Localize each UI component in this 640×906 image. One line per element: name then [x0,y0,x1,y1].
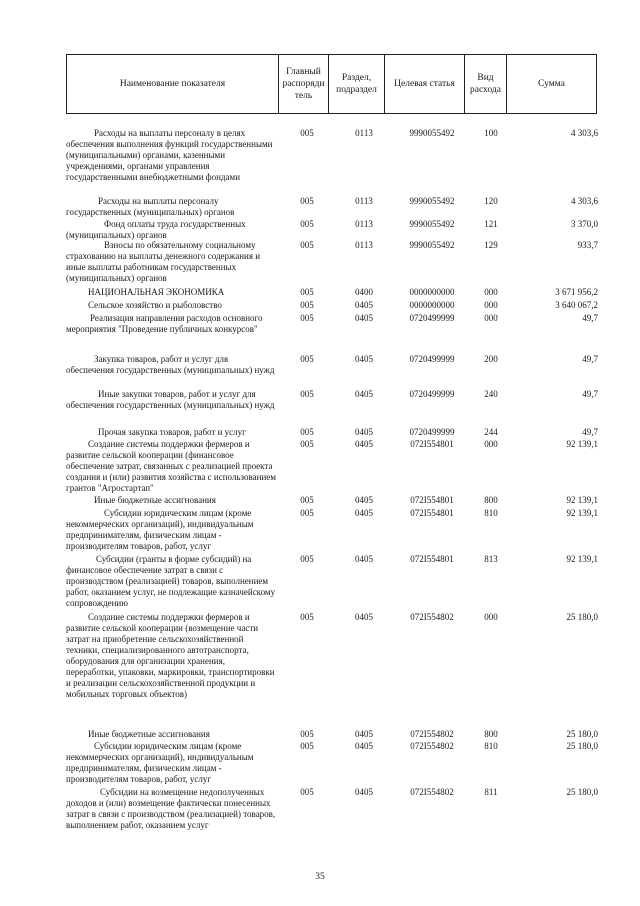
row-statya: 0720499999 [409,313,455,323]
row-vid: 810 [484,741,498,751]
row-summa: 49,7 [582,427,598,437]
row-statya: 9990055492 [409,196,455,206]
row-statya: 072I554802 [410,612,454,622]
row-glav: 005 [300,313,314,323]
row-razdel: 0405 [355,354,373,364]
row-vid: 000 [484,439,498,449]
header-vid: Вид расхода [465,55,507,114]
row-name: Субсидии юридическим лицам (кроме некоммерческих организаций), индивидуальным предпринимателям, физическим лицам - производителям товаров, работ, услуг [66,508,254,551]
row-razdel: 0405 [355,300,373,310]
row-glav: 005 [300,389,314,399]
row-vid: 000 [484,300,498,310]
row-name: Субсидии (гранты в форме субсидий) на финансовое обеспечение затрат в связи с производством (реализацией) товаров, выполнением работ, оказанием услуг, не подлежащие казначейскому сопровождению [66,554,276,608]
row-summa: 92 139,1 [566,495,598,505]
row-statya: 9990055492 [409,219,455,229]
row-razdel: 0405 [355,427,373,437]
row-razdel: 0113 [355,128,373,138]
row-glav: 005 [300,300,314,310]
row-vid: 810 [484,508,498,518]
row-glav: 005 [300,729,314,739]
row-statya: 9990055492 [409,128,455,138]
row-name: Реализация направления расходов основного мероприятия "Проведение публичных конкурсов" [66,313,263,334]
row-razdel: 0405 [355,612,373,622]
row-vid: 000 [484,313,498,323]
row-razdel: 0405 [355,508,373,518]
row-statya: 072I554801 [410,554,454,564]
header-statya: Целевая статья [385,55,465,114]
row-statya: 072I554802 [410,787,454,797]
row-glav: 005 [300,287,314,297]
row-statya: 0720499999 [409,427,455,437]
row-summa: 92 139,1 [566,508,598,518]
row-glav: 005 [300,741,314,751]
row-summa: 49,7 [582,354,598,364]
row-name: Сельское хозяйство и рыболовство [88,300,222,310]
header-glav: Главный распоряди тель [279,55,329,114]
row-name: Создание системы поддержки фермеров и развитие сельской кооперации (финансовое обеспечение затрат, связанных с реализацией проекта создания и (или) развития хозяйства с использованием грантов "Агростартап" [66,439,276,493]
row-glav: 005 [300,427,314,437]
row-name: НАЦИОНАЛЬНАЯ ЭКОНОМИКА [88,287,225,297]
row-summa: 3 640 067,2 [555,300,598,310]
row-vid: 129 [484,240,498,250]
row-summa: 92 139,1 [566,439,598,449]
row-summa: 25 180,0 [566,729,598,739]
row-statya: 0000000000 [409,300,455,310]
row-statya: 072I554802 [410,741,454,751]
row-vid: 000 [484,287,498,297]
row-glav: 005 [300,354,314,364]
row-name: Иные бюджетные ассигнования [94,495,216,505]
row-name: Создание системы поддержки фермеров и развитие сельской кооперации (возмещение части затрат на приобретение сельскохозяйственной техники, специализированного автотранспорта, оборудования для организации хранения, переработки, упаковки, маркировки, транспортировки и реализации сельскохозяйственной продукции и мобильных торговых объектов) [66,612,275,699]
row-summa: 3 671 956,2 [555,287,598,297]
row-summa: 25 180,0 [566,787,598,797]
row-summa: 933,7 [577,240,598,250]
row-vid: 240 [484,389,498,399]
row-vid: 800 [484,729,498,739]
row-vid: 813 [484,554,498,564]
row-vid: 200 [484,354,498,364]
row-summa: 49,7 [582,389,598,399]
page-number: 35 [315,872,325,882]
row-vid: 244 [484,427,498,437]
row-name: Расходы на выплаты персоналу государственных (муниципальных) органов [66,196,235,217]
row-glav: 005 [300,196,314,206]
row-vid: 100 [484,128,498,138]
row-summa: 4 303,6 [571,196,598,206]
row-name: Субсидии на возмещение недополученных доходов и (или) возмещение фактически понесенных затрат в связи с производством (реализацией) товаров, выполнением работ, оказанием услуг [66,787,276,830]
row-razdel: 0400 [355,287,373,297]
row-razdel: 0405 [355,741,373,751]
row-statya: 072I554802 [410,729,454,739]
row-summa: 3 370,0 [571,219,598,229]
row-name: Иные бюджетные ассигнования [88,729,210,739]
row-razdel: 0113 [355,240,373,250]
row-statya: 072I554801 [410,508,454,518]
row-statya: 0720499999 [409,389,455,399]
row-name: Иные закупки товаров, работ и услуг для обеспечения государственных (муниципальных) нужд [66,389,275,410]
row-glav: 005 [300,554,314,564]
row-summa: 4 303,6 [571,128,598,138]
row-glav: 005 [300,128,314,138]
table-header [66,54,597,114]
header-summa: Сумма [507,55,597,114]
row-summa: 25 180,0 [566,741,598,751]
row-razdel: 0113 [355,219,373,229]
row-vid: 000 [484,612,498,622]
row-name: Взносы по обязательному социальному страхованию на выплаты денежного содержания и иные выплаты работникам государственных (муниципальных) органов [66,240,261,283]
row-razdel: 0405 [355,554,373,564]
row-glav: 005 [300,219,314,229]
row-razdel: 0405 [355,729,373,739]
row-razdel: 0113 [355,196,373,206]
row-glav: 005 [300,508,314,518]
row-vid: 800 [484,495,498,505]
row-statya: 9990055492 [409,240,455,250]
row-razdel: 0405 [355,439,373,449]
row-statya: 0720499999 [409,354,455,364]
header-name: Наименование показателя [67,55,279,114]
header-razdel: Раздел, подраздел [329,55,385,114]
row-name: Субсидии юридическим лицам (кроме некоммерческих организаций), индивидуальным предпринимателям, физическим лицам - производителям товаров, работ, услуг [66,741,254,784]
row-glav: 005 [300,495,314,505]
row-razdel: 0405 [355,389,373,399]
row-name: Прочая закупка товаров, работ и услуг [98,427,246,437]
row-name: Расходы на выплаты персоналу в целях обеспечения выполнения функций государственными (муниципальными) органами, казенными учреждениями, органами управления государственными внебюджетными фондами [66,128,273,182]
row-razdel: 0405 [355,313,373,323]
row-name: Закупка товаров, работ и услуг для обеспечения государственных (муниципальных) нужд [66,354,275,375]
row-glav: 005 [300,787,314,797]
row-glav: 005 [300,240,314,250]
row-glav: 005 [300,612,314,622]
row-vid: 121 [484,219,498,229]
row-statya: 072I554801 [410,495,454,505]
row-vid: 120 [484,196,498,206]
row-summa: 49,7 [582,313,598,323]
row-razdel: 0405 [355,495,373,505]
row-statya: 0000000000 [409,287,455,297]
row-vid: 811 [484,787,498,797]
row-statya: 072I554801 [410,439,454,449]
row-glav: 005 [300,439,314,449]
row-summa: 92 139,1 [566,554,598,564]
row-name: Фонд оплаты труда государственных (муниципальных) органов [66,219,246,240]
row-razdel: 0405 [355,787,373,797]
row-summa: 25 180,0 [566,612,598,622]
